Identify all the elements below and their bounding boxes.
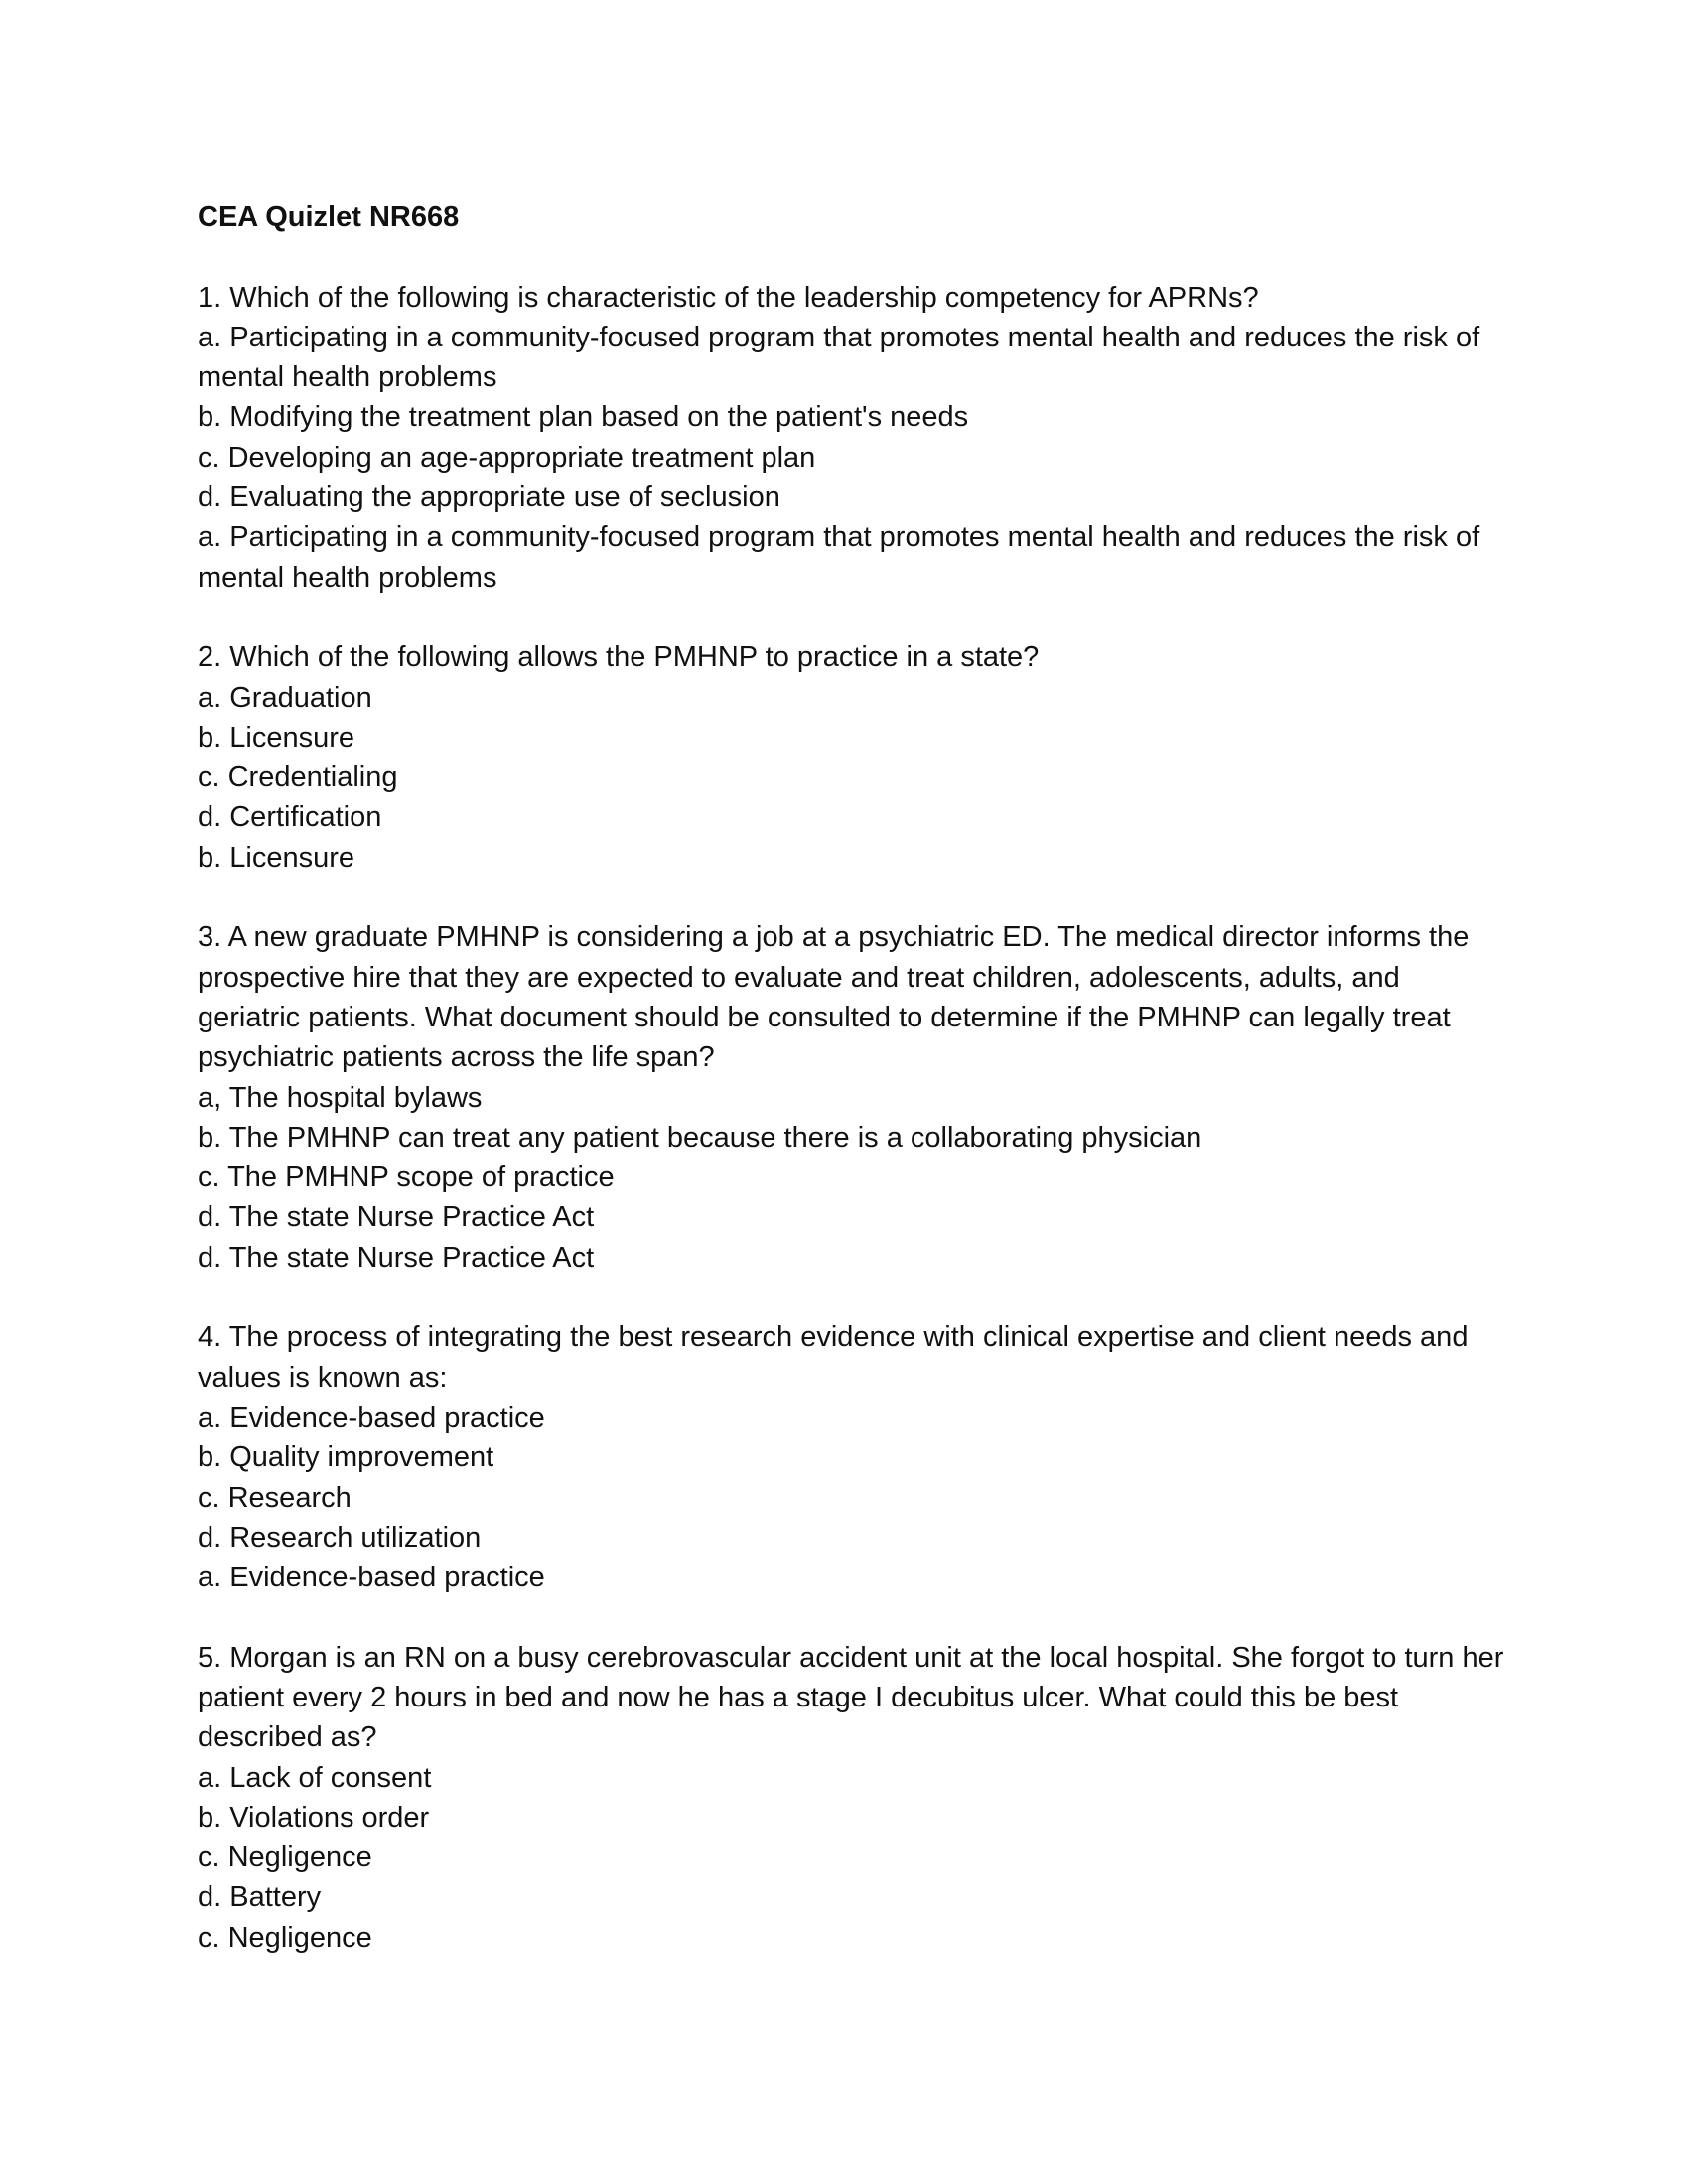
question-2	[198, 637, 1508, 878]
answer-option: a, The hospital bylaws	[198, 1081, 483, 1114]
document-page	[198, 198, 1508, 1997]
question-list	[198, 278, 1508, 1958]
question-stem: 1. Which of the following is characteristic of the leadership competency for APRNs?	[198, 281, 1259, 314]
answer-option: d. Evaluating the appropriate use of seclusion	[198, 481, 780, 514]
question-4	[198, 1317, 1508, 1597]
question-5	[198, 1638, 1508, 1958]
question-stem: 4. The process of integrating the best research evidence with clinical expertise and client needs and values is known as:	[198, 1321, 1469, 1394]
document-title: CEA Quizlet NR668	[198, 202, 460, 233]
answer-option: a. Evidence-based practice	[198, 1401, 545, 1433]
correct-answer: b. Licensure	[198, 841, 354, 874]
correct-answer: c. Negligence	[198, 1921, 372, 1954]
question-stem: 5. Morgan is an RN on a busy cerebrovascular accident unit at the local hospital. She forgot to turn her patient every 2 hours in bed and now he has a stage I decubitus ulcer. What could this be best described as?	[198, 1641, 1504, 1754]
answer-option: c. Developing an age-appropriate treatment plan	[198, 441, 816, 474]
answer-option: c. Credentialing	[198, 761, 398, 794]
answer-option: c. The PMHNP scope of practice	[198, 1161, 615, 1194]
answer-option: c. Research	[198, 1481, 352, 1514]
correct-answer: a. Participating in a community-focused program that promotes mental health and reduces the risk of mental health problems	[198, 521, 1480, 594]
answer-option: b. Licensure	[198, 721, 354, 753]
answer-option: a. Lack of consent	[198, 1761, 432, 1794]
answer-option: d. Battery	[198, 1881, 322, 1914]
answer-option: b. Quality improvement	[198, 1441, 494, 1474]
question-1	[198, 278, 1508, 598]
question-stem: 2. Which of the following allows the PMHNP to practice in a state?	[198, 641, 1040, 674]
answer-option: d. The state Nurse Practice Act	[198, 1201, 595, 1234]
answer-option: d. Research utilization	[198, 1521, 482, 1554]
answer-option: d. Certification	[198, 801, 382, 834]
answer-option: b. Violations order	[198, 1801, 430, 1834]
question-stem: 3. A new graduate PMHNP is considering a job at a psychiatric ED. The medical director informs the prospective hire that they are expected to evaluate and treat children, adolescents, adults, and geriatric patients. What document should be consulted to determine if the PMHNP can legally treat psychiatric patients across the life span?	[198, 921, 1470, 1074]
answer-option: a. Participating in a community-focused program that promotes mental health and reduces the risk of mental health problems	[198, 321, 1480, 394]
question-3	[198, 917, 1508, 1278]
correct-answer: a. Evidence-based practice	[198, 1562, 545, 1594]
answer-option: c. Negligence	[198, 1842, 372, 1874]
correct-answer: d. The state Nurse Practice Act	[198, 1241, 595, 1274]
answer-option: b. The PMHNP can treat any patient because there is a collaborating physician	[198, 1121, 1202, 1154]
answer-option: a. Graduation	[198, 681, 372, 714]
answer-option: b. Modifying the treatment plan based on the patient's needs	[198, 401, 969, 434]
